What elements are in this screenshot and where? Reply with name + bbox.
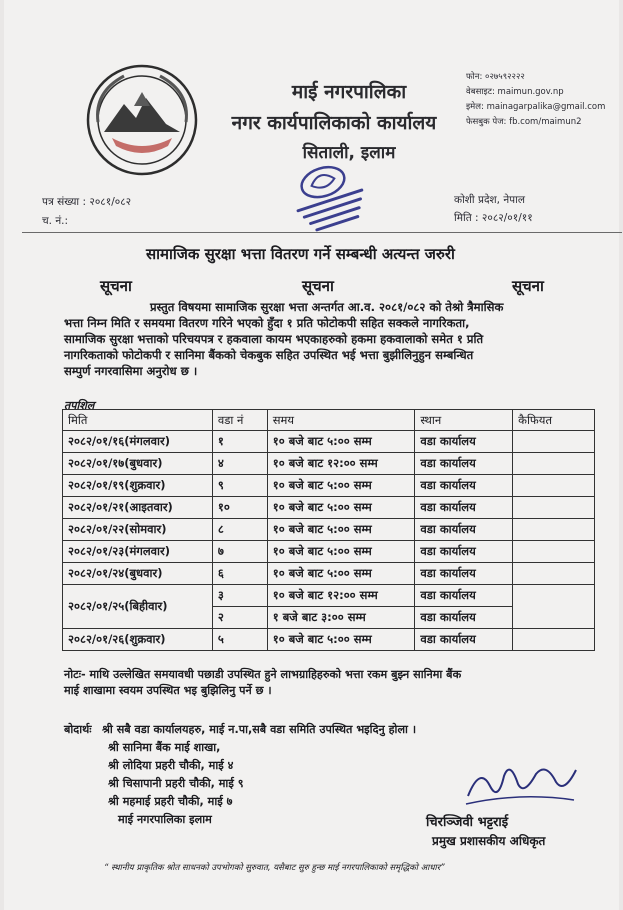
table-row [63, 497, 595, 519]
cell-date: २०८२/०१/२४(बुधवार) [63, 563, 213, 585]
table-row [63, 475, 595, 497]
cell-ward: ८ [212, 519, 267, 541]
cell-place: वडा कार्यालय [415, 585, 513, 607]
cc-line: श्री महमाई प्रहरी चौकी, माई ७ [108, 795, 233, 808]
note-line: नोटः- माथि उल्लेखित समयावधी पछाडी उपस्थित हुने लाभग्राहिहरुको भत्ता रकम बुझ्न सानिमा बैंक [64, 668, 462, 681]
table-row [63, 629, 595, 651]
cell-time: १० बजे बाट ५:०० सम्म [267, 629, 415, 651]
cc-line: श्री सबै वडा कार्यालयहरु, माई न.पा,सबै वडा समिति उपस्थित भइदिनु होला । [102, 723, 417, 736]
distribution-schedule-table [62, 409, 595, 651]
province: कोशी प्रदेश, नेपाल [454, 194, 525, 206]
cell-remark [513, 585, 595, 629]
footer-slogan: “ स्थानीय प्राकृतिक श्रोत साधनको उपभोगको सुरुवात, यसैबाट सुरु हुन्छ माई नगरपालिकाको समृद्धिको आधार” [104, 863, 445, 873]
signatory-name: चिरञ्जिवी भट्टराई [426, 815, 509, 830]
cc-label: बोदार्थः [64, 723, 92, 736]
header-divider [22, 232, 622, 233]
cell-ward: ३ [212, 585, 267, 607]
cc-line: श्री सानिमा बैंक माई शाखा, [108, 741, 221, 754]
cell-time: १० बजे बाट ५:०० सम्म [267, 519, 415, 541]
cell-date: २०८२/०१/२२(सोमवार) [63, 519, 213, 541]
cell-ward: ७ [212, 541, 267, 563]
cell-time: १० बजे बाट ५:०० सम्म [267, 497, 415, 519]
cell-ward: ९ [212, 475, 267, 497]
header-time: समय [267, 410, 415, 431]
cell-ward: ५ [212, 629, 267, 651]
body-line: प्रस्तुत विषयमा सामाजिक सुरक्षा भत्ता अन्तर्गत आ.व. २०८१/०८२ को तेश्रो त्रैमासिक [150, 300, 504, 314]
cell-time: १० बजे बाट ५:०० सम्म [267, 563, 415, 585]
table-row [63, 585, 595, 607]
official-stamp-icon [272, 160, 380, 236]
letter-page [4, 0, 619, 910]
cell-ward: ६ [212, 563, 267, 585]
subject-line: सामाजिक सुरक्षा भत्ता वितरण गर्ने सम्बन्धी अत्यन्त जरुरी [146, 245, 455, 263]
cell-time: १ बजे बाट ३:०० सम्म [267, 607, 415, 629]
table-row [63, 563, 595, 585]
cell-remark [513, 629, 595, 651]
contact-phone: फोन: ०२७५९२२२२ [466, 72, 525, 82]
cell-ward: ४ [212, 453, 267, 475]
signatory-title: प्रमुख प्रशासकीय अधिकृत [432, 834, 546, 848]
header-ward: वडा नं [212, 410, 267, 431]
cell-place: वडा कार्यालय [415, 629, 513, 651]
cell-remark [513, 563, 595, 585]
note-line: माई शाखामा स्वयम उपस्थित भइ बुझिलिनु पर्ने छ । [64, 684, 272, 697]
note-paragraph [64, 667, 584, 699]
contact-website: वेबसाइट: maimun.gov.np [466, 87, 564, 97]
body-line: नागरिकताको फोटोकपी र सानिमा बैंकको चेकबुक सहित उपस्थित भई भत्ता बुझीलिनुहुन सम्बन्धित [64, 348, 474, 362]
cell-place: वडा कार्यालय [415, 541, 513, 563]
notice-word: सूचना [100, 277, 132, 295]
cell-ward: २ [212, 607, 267, 629]
table-row [63, 541, 595, 563]
body-line: सम्पुर्ण नगरवासिमा अनुरोध छ । [64, 364, 198, 378]
cell-place: वडा कार्यालय [415, 519, 513, 541]
cell-time: १० बजे बाट १२:०० सम्म [267, 585, 415, 607]
cell-place: वडा कार्यालय [415, 563, 513, 585]
letter-date: मिति : २०८२/०१/११ [454, 212, 533, 224]
cell-remark [513, 497, 595, 519]
letter-number: पत्र संख्या : २०८१/०८२ [42, 196, 132, 208]
table-row [63, 431, 595, 453]
cell-ward: १ [212, 431, 267, 453]
cell-place: वडा कार्यालय [415, 497, 513, 519]
table-row [63, 519, 595, 541]
government-emblem-icon [84, 62, 200, 178]
cell-date: २०८२/०१/१९(शुक्रवार) [63, 475, 213, 497]
body-line: भत्ता निम्न मिति र समयमा वितरण गरिने भएको हुँदा १ प्रति फोटोकपी सहित सक्कले नागरिकता, [64, 316, 470, 330]
contact-email: इमेल: mainagarpalika@gmail.com [466, 102, 606, 112]
dispatch-number: च. नं.: [42, 215, 69, 227]
cell-time: १० बजे बाट ५:०० सम्म [267, 541, 415, 563]
cell-date: २०८२/०१/२१(आइतवार) [63, 497, 213, 519]
cell-remark [513, 541, 595, 563]
body-line: सामाजिक सुरक्षा भत्ताको परिचयपत्र र हकवाला कायम भएकाहरुको हकमा हकवालाको समेत १ प्रति [64, 332, 484, 346]
cell-date: २०८२/०१/२६(शुक्रवार) [63, 629, 213, 651]
table-row [63, 453, 595, 475]
cell-date: २०८२/०१/२५(बिहीवार) [63, 585, 213, 629]
cell-place: वडा कार्यालय [415, 453, 513, 475]
cell-remark [513, 475, 595, 497]
cell-date: २०८२/०१/२३(मंगलवार) [63, 541, 213, 563]
signature-icon [460, 756, 580, 812]
cc-line: श्री लोदिया प्रहरी चौकी, माई ४ [108, 759, 234, 772]
cell-time: १० बजे बाट ५:०० सम्म [267, 431, 415, 453]
notice-word: सूचना [512, 277, 544, 295]
header-place: स्थान [415, 410, 513, 431]
header-date: मिति [63, 410, 213, 431]
cell-date: २०८२/०१/१६(मंगलवार) [63, 431, 213, 453]
contact-facebook: फेसबुक पेज: fb.com/maimun2 [466, 117, 582, 127]
cc-line: श्री चिसापानी प्रहरी चौकी, माई ९ [108, 777, 244, 790]
cell-remark [513, 519, 595, 541]
cc-line: माई नगरपालिका इलाम [118, 813, 212, 826]
cell-date: २०८२/०१/१७(बुधवार) [63, 453, 213, 475]
org-location: सिताली, इलाम [302, 143, 396, 163]
body-paragraph [64, 299, 589, 379]
cell-remark [513, 431, 595, 453]
cell-time: १० बजे बाट ५:०० सम्म [267, 475, 415, 497]
org-office: नगर कार्यपालिकाको कार्यालय [231, 112, 437, 134]
org-name: माई नगरपालिका [291, 81, 407, 103]
details-heading: तपशिल [64, 399, 95, 412]
cell-place: वडा कार्यालय [415, 607, 513, 629]
header-remark: कैफियत [513, 410, 595, 431]
cell-time: १० बजे बाट १२:०० सम्म [267, 453, 415, 475]
notice-word: सूचना [302, 277, 334, 295]
cell-place: वडा कार्यालय [415, 431, 513, 453]
cell-remark [513, 453, 595, 475]
cell-place: वडा कार्यालय [415, 475, 513, 497]
table-header-row [63, 410, 595, 431]
cell-ward: १० [212, 497, 267, 519]
